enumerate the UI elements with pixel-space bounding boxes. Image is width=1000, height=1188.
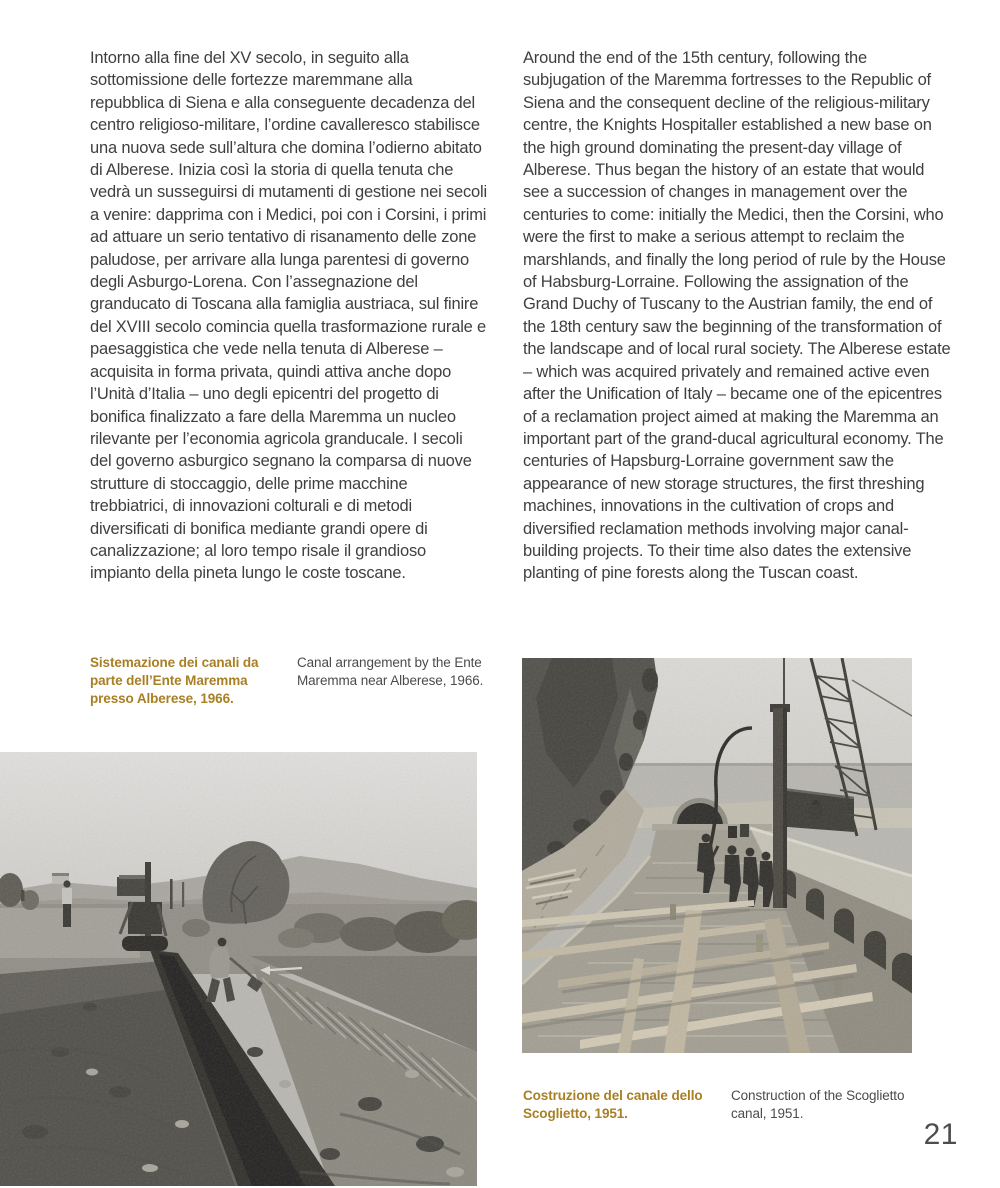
left-photo-illustration (0, 752, 477, 1186)
photo-canal-arrangement-1966 (0, 752, 477, 1186)
caption-right-photo-english: Construction of the Scoglietto canal, 1951. (731, 1088, 905, 1122)
caption-left-photo-italian: Sistemazione dei canali da parte dell’Ente Maremma presso Alberese, 1966. (90, 655, 259, 707)
photo-scoglietto-canal-1951 (522, 658, 912, 1053)
page-number: 21 (923, 1118, 958, 1151)
text-column-italian: Intorno alla fine del XV secolo, in seguito alla sottomissione delle fortezze maremmane alla repubblica di Siena e alla conseguente decadenza del centro religioso-militare, l’ordine cavalleresco stabilisce una nuova sede sull’altura che domina l’odierno abitato di Alberese. Inizia così la storia di quella tenuta che vedrà un susseguirsi di mutamenti di gestione nei secoli a venire: dapprima con i Medici, poi con i Corsini, i primi ad attuare un serio tentativo di risanamento delle zone paludose, per arrivare alla lunga parentesi di governo degli Asburgo-Lorena. Con l’assegnazione del granducato di Toscana alla famiglia austriaca, sul finire del XVIII secolo comincia quella trasformazione rurale e paesaggistica che vede nella tenuta di Alberese – acquisita in forma privata, quindi attiva anche dopo l’Unità d’Italia – uno degli epicentri del progetto di bonifica finalizzato a fare della Maremma un nucleo rilevante per l’economia agricola granducale. I secoli del governo asburgico segnano la comparsa di nuove strutture di stoccaggio, delle prime macchine trebbiatrici, di innovazioni colturali e di metodi diversificati di bonifica mediante grandi opere di canalizzazione; al loro tempo risale il grandioso impianto della pineta lungo le coste toscane. (90, 49, 487, 583)
caption-left-photo-english: Canal arrangement by the Ente Maremma near Alberese, 1966. (297, 655, 484, 689)
text-column-english: Around the end of the 15th century, following the subjugation of the Maremma fortresses to the Republic of Siena and the consequent decline of the religious-military centre, the Knights Hospitaller established a new base on the high ground dominating the present-day village of Alberese. Thus began the history of an estate that would see a succession of changes in management over the centuries to come: initially the Medici, then the Corsini, who were the first to make a serious attempt to reclaim the marshlands, and finally the long period of rule by the House of Habsburg-Lorraine. Following the assignation of the Grand Duchy of Tuscany to the Austrian family, the end of the 18th century saw the beginning of the transformation of the landscape and of local rural society. The Alberese estate – which was acquired privately and remained active even after the Unification of Italy – became one of the epicentres of a reclamation project aimed at making the Maremma an important part of the grand-ducal agricultural economy. The centuries of Hapsburg-Lorraine government saw the appearance of new storage structures, the first threshing machines, innovations in the cultivation of crops and diversified reclamation methods involving major canal-building projects. To their time also dates the extensive planting of pine forests along the Tuscan coast. (523, 49, 951, 583)
right-photo-illustration (522, 658, 912, 1053)
caption-right-photo-italian: Costruzione del canale dello Scoglietto, 1951. (523, 1088, 703, 1122)
